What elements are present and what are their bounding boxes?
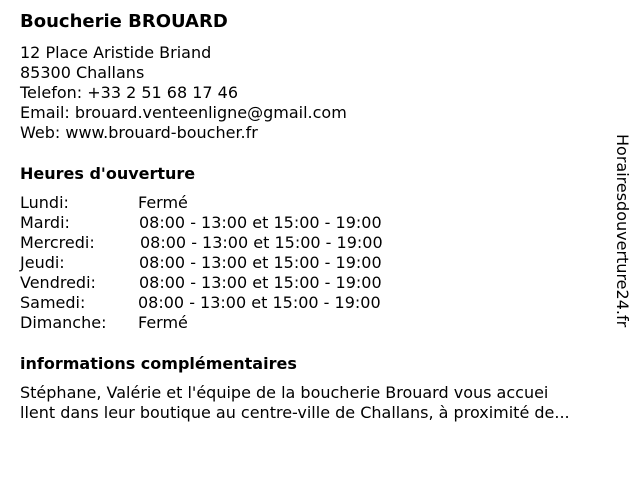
contact-block (20, 43, 347, 143)
web-line[interactable]: Web: www.brouard-boucher.fr (20, 123, 258, 142)
phone-line[interactable]: Telefon: +33 2 51 68 17 46 (20, 83, 239, 102)
info-line-1: Stéphane, Valérie et l'équipe de la boucherie Brouard vous accuei (20, 383, 549, 402)
day-label: Mardi: (20, 213, 70, 232)
day-label: Mercredi: (20, 233, 95, 252)
site-brand-vertical[interactable]: Horairesdouverture24.fr (613, 134, 632, 328)
business-name: Boucherie BROUARD (20, 11, 228, 32)
hours-heading: Heures d'ouverture (20, 164, 196, 183)
day-label: Dimanche: (20, 313, 107, 332)
time-value: 08:00 - 13:00 et 15:00 - 19:00 (139, 213, 382, 232)
time-value: 08:00 - 13:00 et 15:00 - 19:00 (139, 273, 382, 292)
time-value: 08:00 - 13:00 et 15:00 - 19:00 (139, 253, 382, 272)
time-value: Fermé (138, 313, 188, 332)
address-city: 85300 Challans (20, 63, 145, 82)
time-value: Fermé (138, 193, 188, 212)
day-label: Vendredi: (20, 273, 96, 292)
info-heading: informations complémentaires (20, 354, 297, 373)
time-value: 08:00 - 13:00 et 15:00 - 19:00 (138, 293, 381, 312)
time-value: 08:00 - 13:00 et 15:00 - 19:00 (140, 233, 383, 252)
email-line[interactable]: Email: brouard.venteenligne@gmail.com (20, 103, 347, 122)
day-label: Lundi: (20, 193, 69, 212)
day-label: Samedi: (20, 293, 86, 312)
day-label: Jeudi: (20, 253, 65, 272)
info-description (20, 383, 620, 423)
info-line-2[interactable]: llent dans leur boutique au centre-ville de Challans, à proximité de... (20, 403, 570, 422)
address-street: 12 Place Aristide Briand (20, 43, 212, 62)
